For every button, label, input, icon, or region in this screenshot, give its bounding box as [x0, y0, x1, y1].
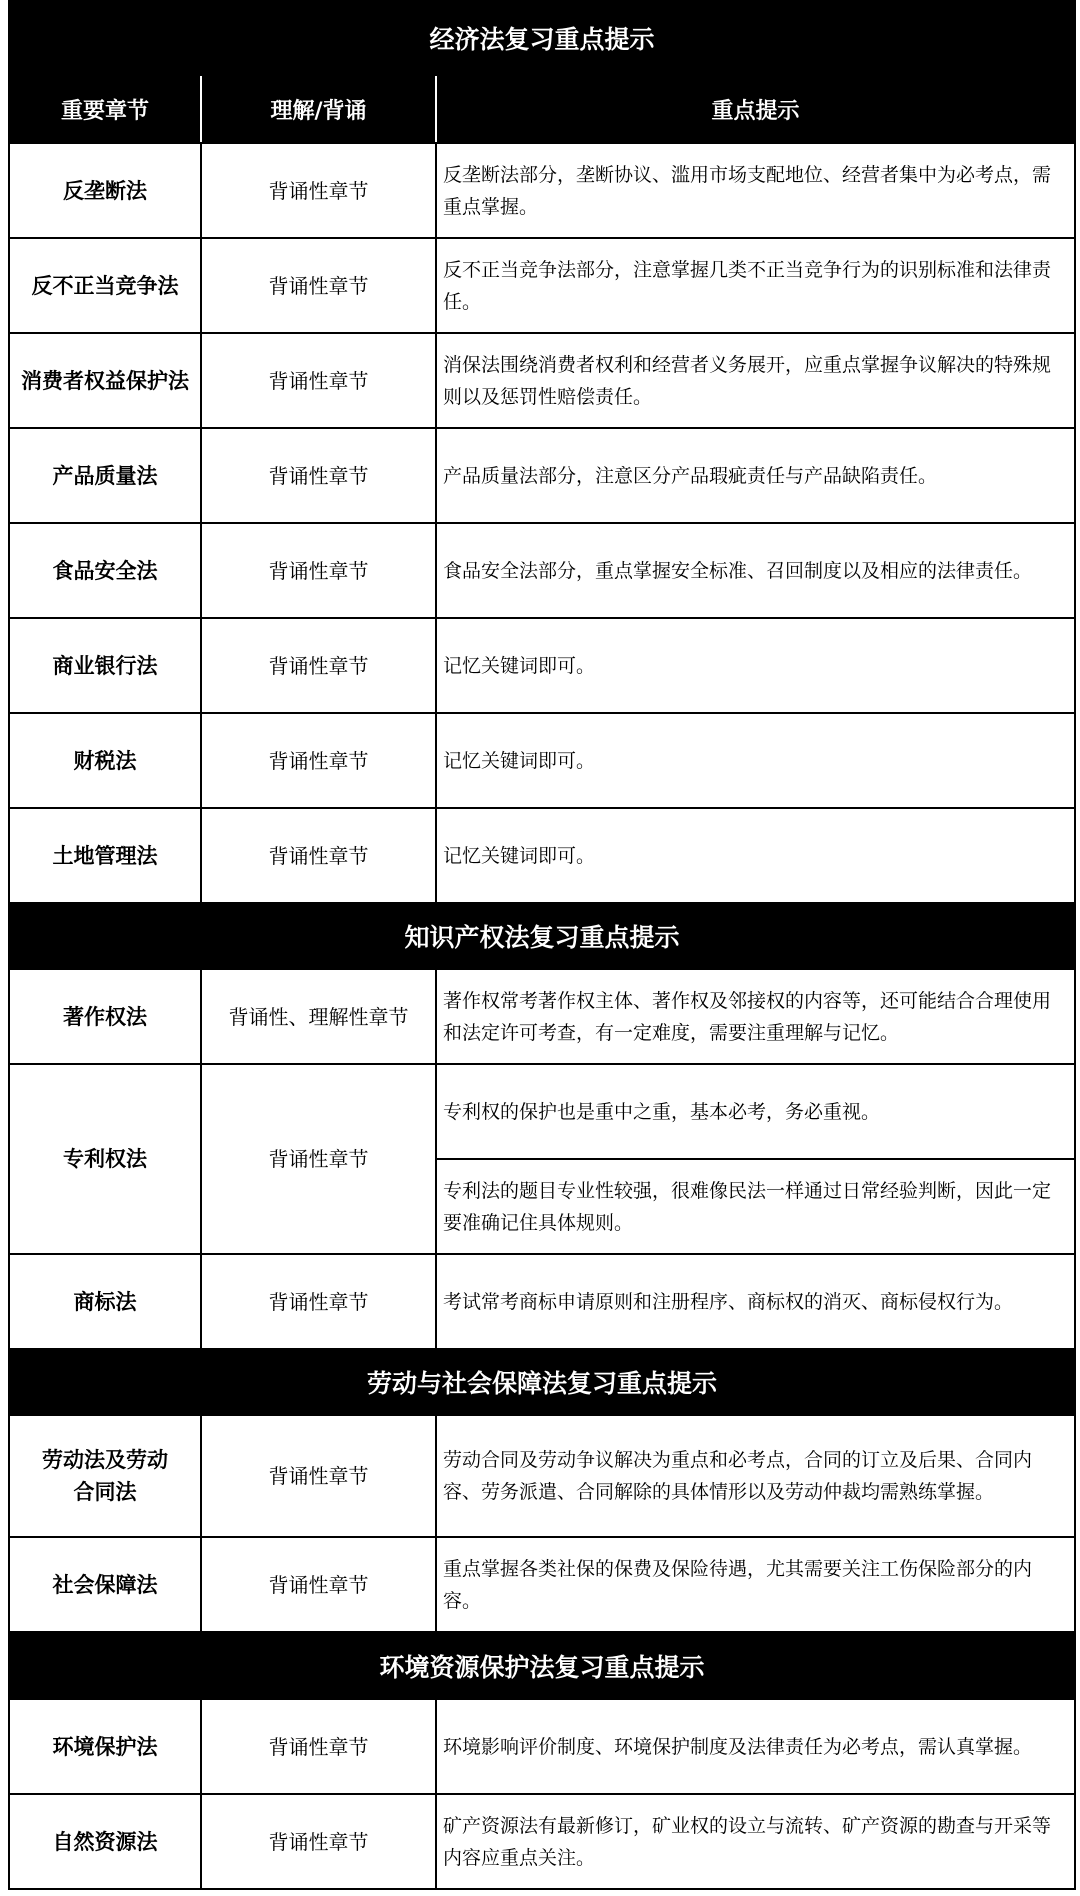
chapter-line: 劳动法及劳动 — [42, 1448, 168, 1472]
chapter-cell: 反垄断法 — [9, 143, 201, 238]
section-title: 知识产权法复习重点提示 — [9, 903, 1075, 969]
chapter-cell: 专利权法 — [9, 1064, 201, 1254]
chapter-line: 合同法 — [73, 1480, 137, 1504]
table-row — [9, 618, 1075, 713]
mode-cell: 背诵性章节 — [201, 333, 436, 428]
mode-cell: 背诵性章节 — [201, 1794, 436, 1889]
section-title-row — [9, 1, 1075, 75]
table-row — [9, 1699, 1075, 1794]
tip-cell: 反不正当竞争法部分，注意掌握几类不正当竞争行为的识别标准和法律责任。 — [436, 238, 1075, 333]
mode-cell: 背诵性章节 — [201, 143, 436, 238]
header-chapter: 重要章节 — [9, 75, 201, 143]
chapter-cell: 环境保护法 — [9, 1699, 201, 1794]
table-row — [9, 1064, 1075, 1159]
table-row — [9, 969, 1075, 1064]
mode-cell: 背诵性章节 — [201, 1254, 436, 1349]
tip-cell: 记忆关键词即可。 — [436, 808, 1075, 903]
table-row — [9, 1415, 1075, 1537]
tip-cell: 劳动合同及劳动争议解决为重点和必考点，合同的订立及后果、合同内容、劳务派遣、合同解除的具体情形以及劳动仲裁均需熟练掌握。 — [436, 1415, 1075, 1537]
table-row — [9, 713, 1075, 808]
section-title: 劳动与社会保障法复习重点提示 — [9, 1349, 1075, 1415]
mode-cell: 背诵性章节 — [201, 1064, 436, 1254]
chapter-cell: 社会保障法 — [9, 1537, 201, 1632]
chapter-cell: 自然资源法 — [9, 1794, 201, 1889]
tip-cell: 记忆关键词即可。 — [436, 618, 1075, 713]
section-title: 环境资源保护法复习重点提示 — [9, 1632, 1075, 1699]
tip-cell: 专利法的题目专业性较强，很难像民法一样通过日常经验判断，因此一定要准确记住具体规则。 — [436, 1159, 1075, 1254]
tip-cell: 重点掌握各类社保的保费及保险待遇，尤其需要关注工伤保险部分的内容。 — [436, 1537, 1075, 1632]
mode-cell: 背诵性章节 — [201, 618, 436, 713]
tip-cell: 考试常考商标申请原则和注册程序、商标权的消灭、商标侵权行为。 — [436, 1254, 1075, 1349]
mode-cell: 背诵性章节 — [201, 428, 436, 523]
tip-cell: 反垄断法部分，垄断协议、滥用市场支配地位、经营者集中为必考点，需重点掌握。 — [436, 143, 1075, 238]
mode-cell: 背诵性章节 — [201, 1537, 436, 1632]
mode-cell: 背诵性章节 — [201, 523, 436, 618]
section-title: 经济法复习重点提示 — [9, 1, 1075, 75]
table-row — [9, 1254, 1075, 1349]
chapter-cell: 食品安全法 — [9, 523, 201, 618]
table-row — [9, 1794, 1075, 1889]
header-mode: 理解/背诵 — [201, 75, 436, 143]
table-row — [9, 523, 1075, 618]
chapter-cell: 反不正当竞争法 — [9, 238, 201, 333]
tip-cell: 记忆关键词即可。 — [436, 713, 1075, 808]
header-tips: 重点提示 — [436, 75, 1075, 143]
table-row — [9, 808, 1075, 903]
chapter-cell: 财税法 — [9, 713, 201, 808]
tip-cell: 消保法围绕消费者权利和经营者义务展开，应重点掌握争议解决的特殊规则以及惩罚性赔偿责任。 — [436, 333, 1075, 428]
chapter-cell: 著作权法 — [9, 969, 201, 1064]
mode-cell: 背诵性章节 — [201, 1415, 436, 1537]
chapter-cell: 商业银行法 — [9, 618, 201, 713]
mode-cell: 背诵性章节 — [201, 1699, 436, 1794]
tip-cell: 产品质量法部分，注意区分产品瑕疵责任与产品缺陷责任。 — [436, 428, 1075, 523]
chapter-cell: 商标法 — [9, 1254, 201, 1349]
tip-cell: 专利权的保护也是重中之重，基本必考，务必重视。 — [436, 1064, 1075, 1159]
chapter-cell: 土地管理法 — [9, 808, 201, 903]
section-title-row — [9, 903, 1075, 969]
tip-cell: 著作权常考著作权主体、著作权及邻接权的内容等，还可能结合合理使用和法定许可考查，有一定难度，需要注重理解与记忆。 — [436, 969, 1075, 1064]
mode-cell: 背诵性章节 — [201, 238, 436, 333]
section-title-row — [9, 1349, 1075, 1415]
tip-cell: 食品安全法部分，重点掌握安全标准、召回制度以及相应的法律责任。 — [436, 523, 1075, 618]
mode-cell: 背诵性、理解性章节 — [201, 969, 436, 1064]
section-title-row — [9, 1632, 1075, 1699]
chapter-cell: 产品质量法 — [9, 428, 201, 523]
chapter-cell: 消费者权益保护法 — [9, 333, 201, 428]
tip-cell: 环境影响评价制度、环境保护制度及法律责任为必考点，需认真掌握。 — [436, 1699, 1075, 1794]
table-row — [9, 333, 1075, 428]
table-row — [9, 143, 1075, 238]
table-row — [9, 428, 1075, 523]
table-row — [9, 238, 1075, 333]
table-row — [9, 1537, 1075, 1632]
mode-cell: 背诵性章节 — [201, 808, 436, 903]
review-table — [8, 0, 1076, 1890]
mode-cell: 背诵性章节 — [201, 713, 436, 808]
tip-cell: 矿产资源法有最新修订，矿业权的设立与流转、矿产资源的勘查与开采等内容应重点关注。 — [436, 1794, 1075, 1889]
table-header-row — [9, 75, 1075, 143]
chapter-cell — [9, 1415, 201, 1537]
